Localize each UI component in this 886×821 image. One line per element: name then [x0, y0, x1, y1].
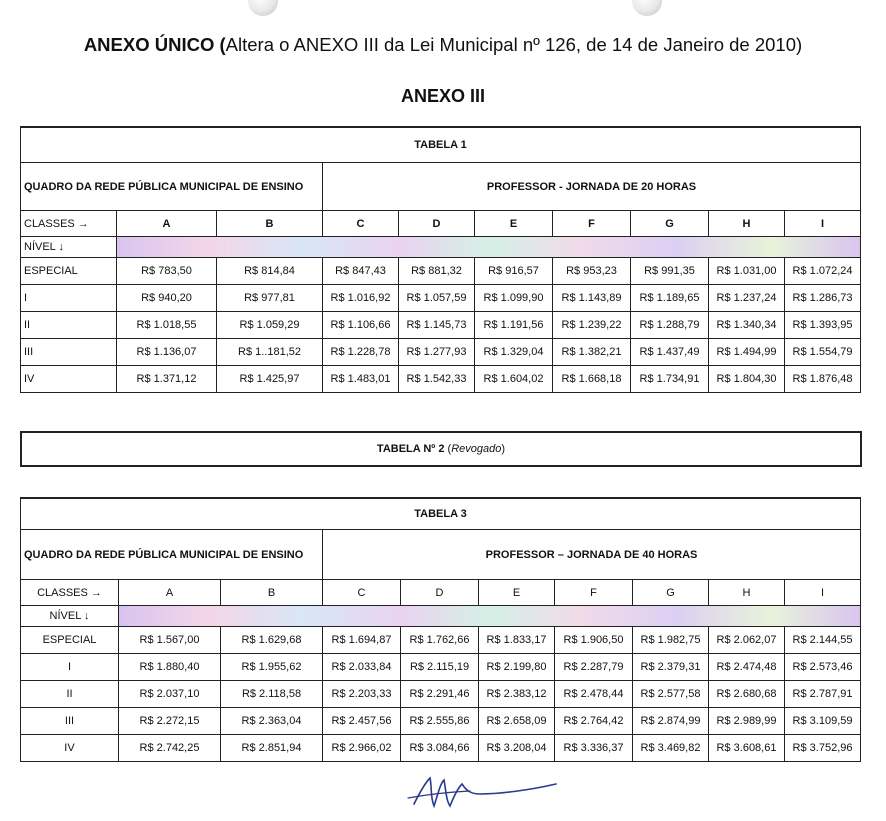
table-cell: R$ 1.059,29	[217, 312, 323, 339]
table-cell: R$ 814,84	[217, 258, 323, 285]
table-cell: R$ 916,57	[475, 258, 553, 285]
table-1-class-f: F	[553, 211, 631, 237]
table-cell: R$ 2.742,25	[119, 735, 221, 762]
table-3-class-b: B	[221, 580, 323, 606]
table-3-nivel: ESPECIAL	[21, 627, 119, 654]
table-3-class-c: C	[323, 580, 401, 606]
table-row	[21, 627, 861, 654]
table-cell: R$ 1.018,55	[117, 312, 217, 339]
table-2-caption: TABELA Nº 2	[376, 443, 445, 455]
table-cell: R$ 2.363,04	[221, 708, 323, 735]
table-row	[21, 258, 861, 285]
table-1-nivel: III	[21, 339, 117, 366]
table-cell: R$ 1.016,92	[323, 285, 399, 312]
table-cell: R$ 2.577,58	[633, 681, 709, 708]
table-cell: R$ 2.118,58	[221, 681, 323, 708]
table-cell: R$ 2.989,99	[709, 708, 785, 735]
table-cell: R$ 1.057,59	[399, 285, 475, 312]
table-cell: R$ 1.329,04	[475, 339, 553, 366]
table-cell: R$ 3.084,66	[401, 735, 479, 762]
table-2-status: Revogado	[451, 443, 502, 455]
table-row	[21, 366, 861, 393]
table-cell: R$ 1.906,50	[555, 627, 633, 654]
table-cell: R$ 2.966,02	[323, 735, 401, 762]
table-1-class-d: D	[399, 211, 475, 237]
table-3-nivel: IV	[21, 735, 119, 762]
table-3-jornada: PROFESSOR – JORNADA DE 40 HORAS	[323, 530, 861, 580]
table-cell: R$ 783,50	[117, 258, 217, 285]
table-3-class-f: F	[555, 580, 633, 606]
table-row	[21, 285, 861, 312]
table-row	[21, 339, 861, 366]
table-cell: R$ 1.277,93	[399, 339, 475, 366]
table-cell: R$ 2.203,33	[323, 681, 401, 708]
table-1-nivel: ESPECIAL	[21, 258, 117, 285]
table-cell: R$ 2.062,07	[709, 627, 785, 654]
table-cell: R$ 1.189,65	[631, 285, 709, 312]
table-1	[20, 126, 861, 393]
table-3-classes-label: CLASSES →	[21, 580, 119, 606]
table-cell: R$ 1.694,87	[323, 627, 401, 654]
document-title	[0, 34, 886, 56]
table-cell: R$ 2.272,15	[119, 708, 221, 735]
table-1-caption: TABELA 1	[21, 127, 861, 163]
table-1-class-i: I	[785, 211, 861, 237]
table-row	[21, 681, 861, 708]
table-cell: R$ 1.371,12	[117, 366, 217, 393]
table-cell: R$ 1.876,48	[785, 366, 861, 393]
table-3-class-a: A	[119, 580, 221, 606]
table-1-nivel-band	[117, 237, 861, 258]
table-cell: R$ 2.383,12	[479, 681, 555, 708]
table-cell: R$ 1.425,97	[217, 366, 323, 393]
table-cell: R$ 2.199,80	[479, 654, 555, 681]
table-cell: R$ 1..181,52	[217, 339, 323, 366]
document-title-rest: Altera o ANEXO III da Lei Municipal nº 126, de 14 de Janeiro de 2010)	[225, 34, 803, 55]
table-cell: R$ 2.573,46	[785, 654, 861, 681]
table-cell: R$ 3.109,59	[785, 708, 861, 735]
table-row	[21, 708, 861, 735]
table-cell: R$ 3.469,82	[633, 735, 709, 762]
table-cell: R$ 2.037,10	[119, 681, 221, 708]
table-cell: R$ 1.340,34	[709, 312, 785, 339]
table-cell: R$ 1.542,33	[399, 366, 475, 393]
table-cell: R$ 1.437,49	[631, 339, 709, 366]
annex-title: ANEXO III	[400, 86, 485, 106]
table-3-class-g: G	[633, 580, 709, 606]
table-cell: R$ 1.982,75	[633, 627, 709, 654]
table-cell: R$ 1.136,07	[117, 339, 217, 366]
table-cell: R$ 1.494,99	[709, 339, 785, 366]
table-1-nivel: I	[21, 285, 117, 312]
document-title-bold: ANEXO ÚNICO (	[83, 34, 226, 55]
table-cell: R$ 1.668,18	[553, 366, 631, 393]
table-cell: R$ 2.287,79	[555, 654, 633, 681]
table-3-nivel-band	[119, 606, 861, 627]
table-cell: R$ 1.762,66	[401, 627, 479, 654]
table-cell: R$ 3.208,04	[479, 735, 555, 762]
table-cell: R$ 1.286,73	[785, 285, 861, 312]
table-cell: R$ 991,35	[631, 258, 709, 285]
table-row	[21, 654, 861, 681]
table-cell: R$ 2.115,19	[401, 654, 479, 681]
table-cell: R$ 2.787,91	[785, 681, 861, 708]
table-1-class-c: C	[323, 211, 399, 237]
table-1-class-b: B	[217, 211, 323, 237]
table-3-nivel-label: NÍVEL ↓	[21, 606, 119, 627]
table-3-nivel: II	[21, 681, 119, 708]
table-cell: R$ 1.804,30	[709, 366, 785, 393]
table-cell: R$ 1.031,00	[709, 258, 785, 285]
table-cell: R$ 1.604,02	[475, 366, 553, 393]
table-cell: R$ 1.734,91	[631, 366, 709, 393]
table-cell: R$ 1.382,21	[553, 339, 631, 366]
table-cell: R$ 2.555,86	[401, 708, 479, 735]
table-cell: R$ 1.072,24	[785, 258, 861, 285]
table-cell: R$ 1.955,62	[221, 654, 323, 681]
table-cell: R$ 2.680,68	[709, 681, 785, 708]
table-cell: R$ 1.567,00	[119, 627, 221, 654]
table-1-class-g: G	[631, 211, 709, 237]
table-3-class-e: E	[479, 580, 555, 606]
table-cell: R$ 2.291,46	[401, 681, 479, 708]
table-cell: R$ 1.099,90	[475, 285, 553, 312]
table-cell: R$ 1.629,68	[221, 627, 323, 654]
table-1-nivel: II	[21, 312, 117, 339]
table-cell: R$ 881,32	[399, 258, 475, 285]
table-cell: R$ 940,20	[117, 285, 217, 312]
table-3-quadro: QUADRO DA REDE PÚBLICA MUNICIPAL DE ENSINO	[21, 530, 323, 580]
table-1-nivel-label: NÍVEL ↓	[21, 237, 117, 258]
table-1-quadro: QUADRO DA REDE PÚBLICA MUNICIPAL DE ENSINO	[21, 163, 323, 211]
table-cell: R$ 2.851,94	[221, 735, 323, 762]
table-3-class-d: D	[401, 580, 479, 606]
table-cell: R$ 3.336,37	[555, 735, 633, 762]
table-cell: R$ 1.239,22	[553, 312, 631, 339]
table-cell: R$ 2.457,56	[323, 708, 401, 735]
table-cell: R$ 1.833,17	[479, 627, 555, 654]
signature-scribble	[400, 772, 560, 812]
table-row	[21, 312, 861, 339]
table-cell: R$ 1.393,95	[785, 312, 861, 339]
table-cell: R$ 1.191,56	[475, 312, 553, 339]
table-3-caption: TABELA 3	[21, 498, 861, 530]
table-cell: R$ 1.288,79	[631, 312, 709, 339]
table-1-jornada: PROFESSOR - JORNADA DE 20 HORAS	[323, 163, 861, 211]
table-cell: R$ 1.145,73	[399, 312, 475, 339]
table-cell: R$ 2.474,48	[709, 654, 785, 681]
table-cell: R$ 2.379,31	[633, 654, 709, 681]
table-1-class-a: A	[117, 211, 217, 237]
table-cell: R$ 2.478,44	[555, 681, 633, 708]
table-cell: R$ 3.608,61	[709, 735, 785, 762]
table-cell: R$ 2.764,42	[555, 708, 633, 735]
table-cell: R$ 2.658,09	[479, 708, 555, 735]
table-3-nivel: I	[21, 654, 119, 681]
table-cell: R$ 3.752,96	[785, 735, 861, 762]
table-cell: R$ 2.144,55	[785, 627, 861, 654]
table-cell: R$ 847,43	[323, 258, 399, 285]
table-1-class-e: E	[475, 211, 553, 237]
table-cell: R$ 953,23	[553, 258, 631, 285]
table-cell: R$ 2.874,99	[633, 708, 709, 735]
punch-hole-right	[632, 0, 662, 16]
table-1-class-h: H	[709, 211, 785, 237]
table-2-box: TABELA Nº 2 (Revogado)	[20, 431, 862, 467]
table-3-class-i: I	[785, 580, 861, 606]
table-cell: R$ 1.483,01	[323, 366, 399, 393]
table-row	[21, 735, 861, 762]
table-cell: R$ 1.106,66	[323, 312, 399, 339]
table-3-class-h: H	[709, 580, 785, 606]
table-3	[20, 497, 861, 762]
punch-hole-left	[248, 0, 278, 16]
table-cell: R$ 1.880,40	[119, 654, 221, 681]
table-cell: R$ 1.554,79	[785, 339, 861, 366]
table-cell: R$ 1.228,78	[323, 339, 399, 366]
table-1-nivel: IV	[21, 366, 117, 393]
table-1-classes-label: CLASSES →	[21, 211, 117, 237]
table-cell: R$ 2.033,84	[323, 654, 401, 681]
table-cell: R$ 1.237,24	[709, 285, 785, 312]
table-3-nivel: III	[21, 708, 119, 735]
table-cell: R$ 1.143,89	[553, 285, 631, 312]
table-cell: R$ 977,81	[217, 285, 323, 312]
